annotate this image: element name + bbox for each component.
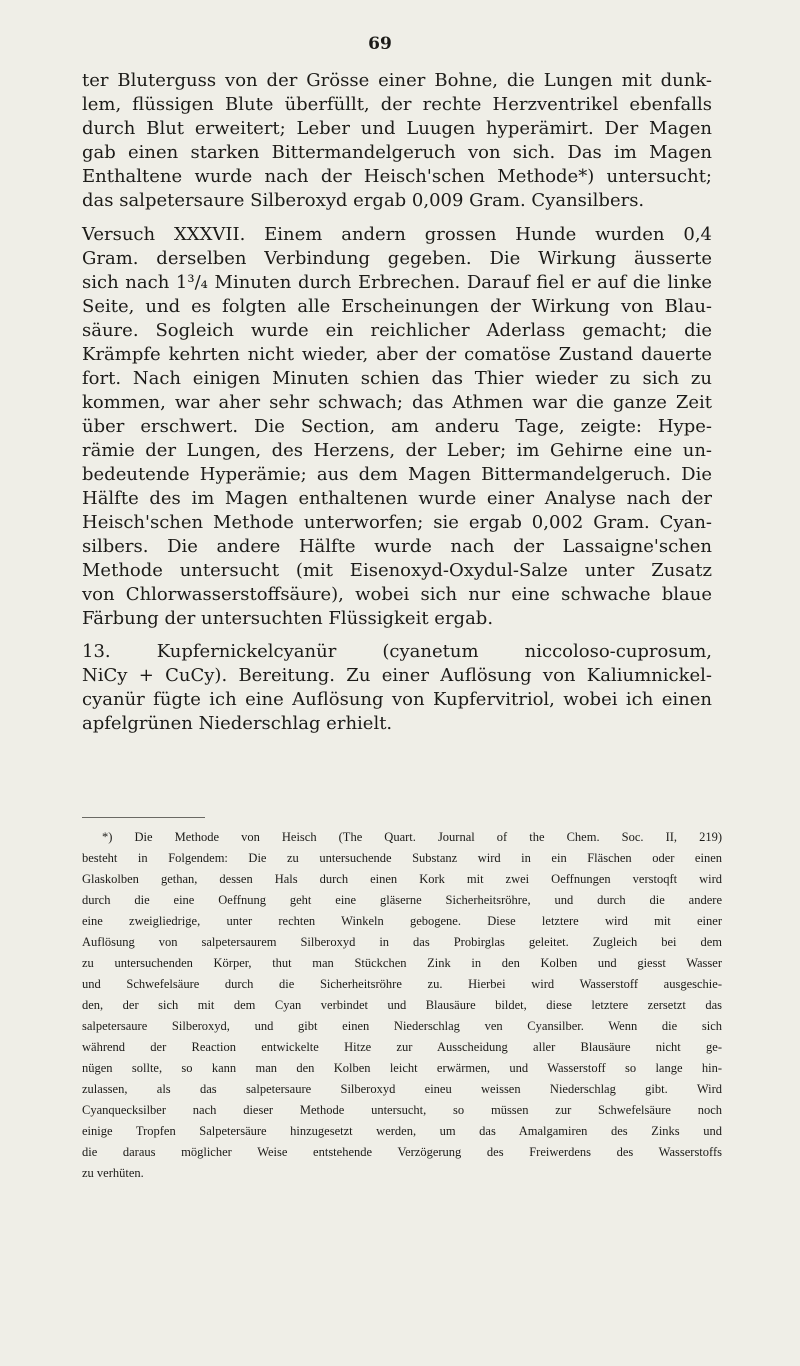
footnote-divider (82, 817, 205, 818)
text-line: kommen, war aher sehr schwach; das Athmen war die ganze Zeit (82, 392, 712, 413)
text-line: Krämpfe kehrten nicht wieder, aber der comatöse Zustand dauerte (82, 344, 712, 365)
footnote-line: salpetersaure Silberoxyd, und gibt einen Niederschlag ven Cyansilber. Wenn die sich (82, 1019, 722, 1033)
text-line: Versuch XXXVII. Einem andern grossen Hunde wurden 0,4 (82, 224, 712, 245)
text-line: silbers. Die andere Hälfte wurde nach der Lassaigne'schen (82, 536, 712, 557)
text-line: über erschwert. Die Section, am anderu Tage, zeigte: Hype- (82, 416, 712, 437)
text-line: Gram. derselben Verbindung gegeben. Die Wirkung äusserte (82, 248, 712, 269)
footnote-line: die daraus möglicher Weise entstehende Verzögerung des Freiwerdens des Wasserstoffs (82, 1145, 722, 1159)
text-line: Heisch'schen Methode unterworfen; sie ergab 0,002 Gram. Cyan- (82, 512, 712, 533)
footnote-line: zu untersuchenden Körper, thut man Stückchen Zink in den Kolben und giesst Wasser (82, 956, 722, 970)
text-line: das salpetersaure Silberoxyd ergab 0,009 Gram. Cyansilbers. (82, 190, 645, 211)
footnote-line: während der Reaction entwickelte Hitze zur Ausscheidung aller Blausäure nicht ge- (82, 1040, 722, 1054)
footnote-line: Cyanquecksilber nach dieser Methode untersucht, so müssen zur Schwefelsäure noch (82, 1103, 722, 1117)
text-line: Enthaltene wurde nach der Heisch'schen Methode*) untersucht; (82, 166, 712, 187)
text-line: NiCy + CuCy). Bereitung. Zu einer Auflösung von Kaliumnickel- (82, 665, 712, 686)
text-line: rämie der Lungen, des Herzens, der Leber; im Gehirne eine un- (82, 440, 712, 461)
text-line: ter Bluterguss von der Grösse einer Bohne, die Lungen mit dunk- (82, 70, 712, 91)
text-line: cyanür fügte ich eine Auflösung von Kupfervitriol, wobei ich einen (82, 689, 712, 710)
text-line: durch Blut erweitert; Leber und Luugen hyperämirt. Der Magen (82, 118, 712, 139)
text-line: apfelgrünen Niederschlag erhielt. (82, 713, 393, 734)
text-line: sich nach 1³/₄ Minuten durch Erbrechen. Darauf fiel er auf die linke (82, 272, 712, 293)
text-line: Färbung der untersuchten Flüssigkeit ergab. (82, 608, 494, 629)
footnote-line: einige Tropfen Salpetersäure hinzugesetzt werden, um das Amalgamiren des Zinks und (82, 1124, 722, 1138)
footnote-line: zulassen, als das salpetersaure Silberoxyd eineu weissen Niederschlag gibt. Wird (82, 1082, 722, 1096)
text-line: lem, flüssigen Blute überfüllt, der rechte Herzventrikel ebenfalls (82, 94, 712, 115)
page-number: 69 (368, 34, 392, 54)
text-line: bedeutende Hyperämie; aus dem Magen Bittermandelgeruch. Die (82, 464, 712, 485)
footnote-line: Auflösung von salpetersaurem Silberoxyd in das Probirglas geleitet. Zugleich bei dem (82, 935, 722, 949)
footnote-line: eine zweigliedrige, unter rechten Winkeln gebogene. Diese letztere wird mit einer (82, 914, 722, 928)
footnote-line: zu verhüten. (82, 1166, 144, 1180)
footnote-line: durch die eine Oeffnung geht eine gläserne Sicherheitsröhre, und durch die andere (82, 893, 722, 907)
text-line: fort. Nach einigen Minuten schien das Thier wieder zu sich zu (82, 368, 712, 389)
text-line: Hälfte des im Magen enthaltenen wurde einer Analyse nach der (82, 488, 712, 509)
footnote-line: und Schwefelsäure durch die Sicherheitsröhre zu. Hierbei wird Wasserstoff ausgeschie- (82, 977, 722, 991)
text-line: Methode untersucht (mit Eisenoxyd-Oxydul-Salze unter Zusatz (82, 560, 712, 581)
footnote-line: Glaskolben gethan, dessen Hals durch einen Kork mit zwei Oeffnungen verstoqft wird (82, 872, 722, 886)
footnote-line: nügen sollte, so kann man den Kolben leicht erwärmen, und Wasserstoff so lange hin- (82, 1061, 722, 1075)
text-line: von Chlorwasserstoffsäure), wobei sich nur eine schwache blaue (82, 584, 712, 605)
footnote-line: den, der sich mit dem Cyan verbindet und Blausäure bildet, diese letztere zersetzt das (82, 998, 722, 1012)
text-line: 13. Kupfernickelcyanür (cyanetum niccoloso-cuprosum, (82, 641, 712, 662)
text-line: Seite, und es folgten alle Erscheinungen der Wirkung von Blau- (82, 296, 712, 317)
footnote-line: besteht in Folgendem: Die zu untersuchende Substanz wird in ein Fläschen oder einen (82, 851, 722, 865)
text-line: gab einen starken Bittermandelgeruch von sich. Das im Magen (82, 142, 712, 163)
footnote-line: *) Die Methode von Heisch (The Quart. Journal of the Chem. Soc. II, 219) (102, 830, 722, 844)
text-line: säure. Sogleich wurde ein reichlicher Aderlass gemacht; die (82, 320, 712, 341)
